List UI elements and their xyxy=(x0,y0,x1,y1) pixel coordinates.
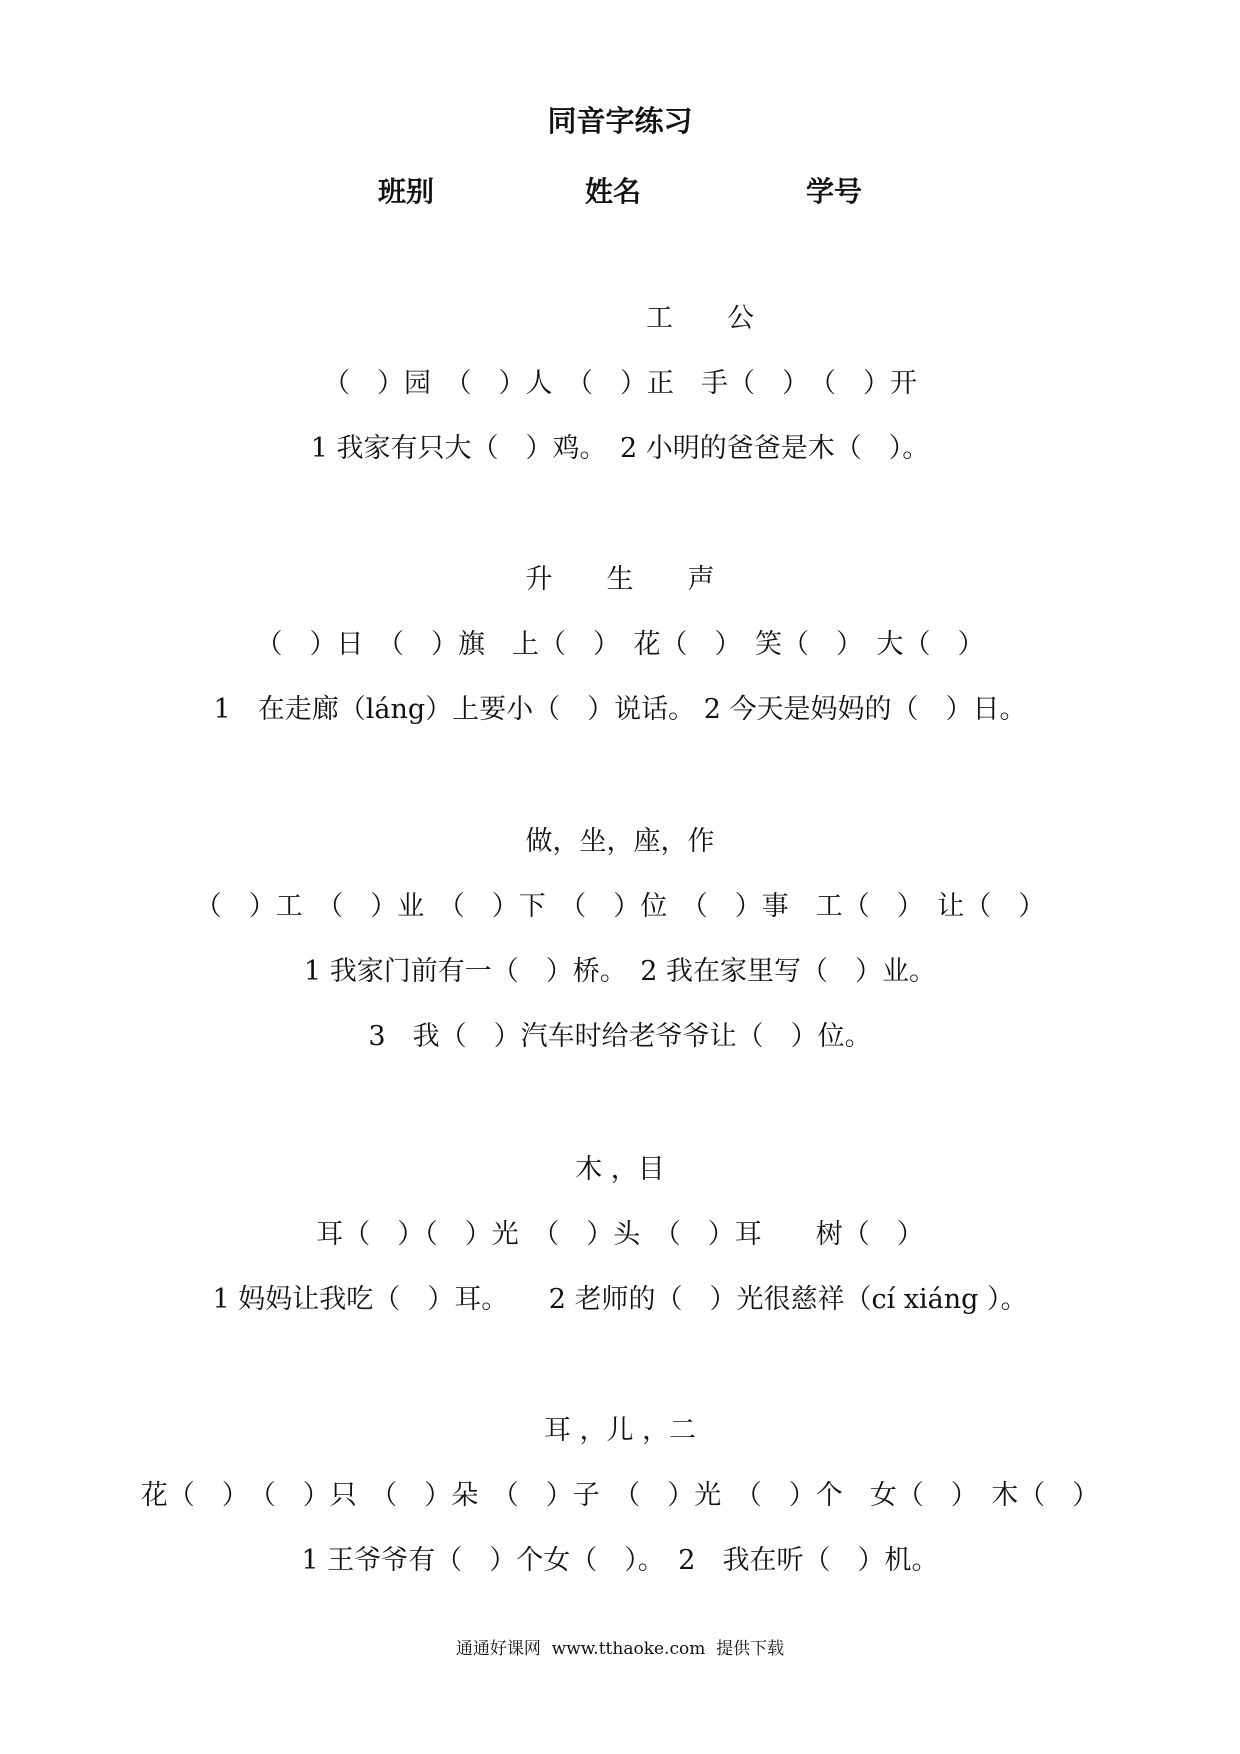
section-2-chars: 升 生 声 xyxy=(525,564,715,595)
footer-credit: 通通好课网 www.tthaoke.com 提供下载 xyxy=(455,1639,785,1659)
student-number-label: 学号 xyxy=(806,175,863,208)
section-2-items: （ ）日 （ ）旗 上（ ） 花（ ） 笑（ ） 大（ ） xyxy=(255,629,985,660)
section-1-items: （ ）园 （ ）人 （ ）正 手（ ） （ ）开 xyxy=(323,368,917,399)
section-5-sentence-1: 1 王爷爷有（ ）个女（ ）。 2 我在听（ ）机。 xyxy=(301,1545,939,1576)
class-label: 班别 xyxy=(378,175,435,208)
section-3-chars: 做，坐，座，作 xyxy=(525,826,715,857)
section-3-items: （ ）工 （ ）业 （ ）下 （ ）位 （ ）事 工（ ） 让（ ） xyxy=(194,891,1046,922)
section-4-sentence-1: 1 妈妈让我吃（ ）耳。 2 老师的（ ）光很慈祥（cí xiáng ）。 xyxy=(212,1284,1028,1315)
section-1-chars: 工 公 xyxy=(646,303,754,334)
section-4-chars: 木 ，目 xyxy=(575,1154,665,1185)
section-1-sentence-1: 1 我家有只大（ ）鸡。 2 小明的爸爸是木（ ）。 xyxy=(310,433,930,464)
section-3-sentence-1: 1 我家门前有一（ ）桥。 2 我在家里写（ ）业。 xyxy=(303,956,937,987)
section-2-sentence-1: 1 在走廊（láng）上要小（ ）说话。 2 今天是妈妈的（ ）日。 xyxy=(213,694,1027,725)
section-5-items: 花（ ） （ ）只 （ ）朵 （ ）子 （ ）光 （ ）个 女（ ） 木（ ） xyxy=(140,1480,1100,1511)
section-4-items: 耳（ ）（ ）光 （ ）头 （ ）耳 树（ ） xyxy=(316,1219,924,1250)
section-3-sentence-2: 3 我（ ）汽车时给老爷爷让（ ）位。 xyxy=(368,1021,872,1052)
name-label: 姓名 xyxy=(585,175,642,208)
page-title: 同音字练习 xyxy=(547,104,693,138)
section-5-chars: 耳 ，儿 ，二 xyxy=(543,1415,697,1446)
